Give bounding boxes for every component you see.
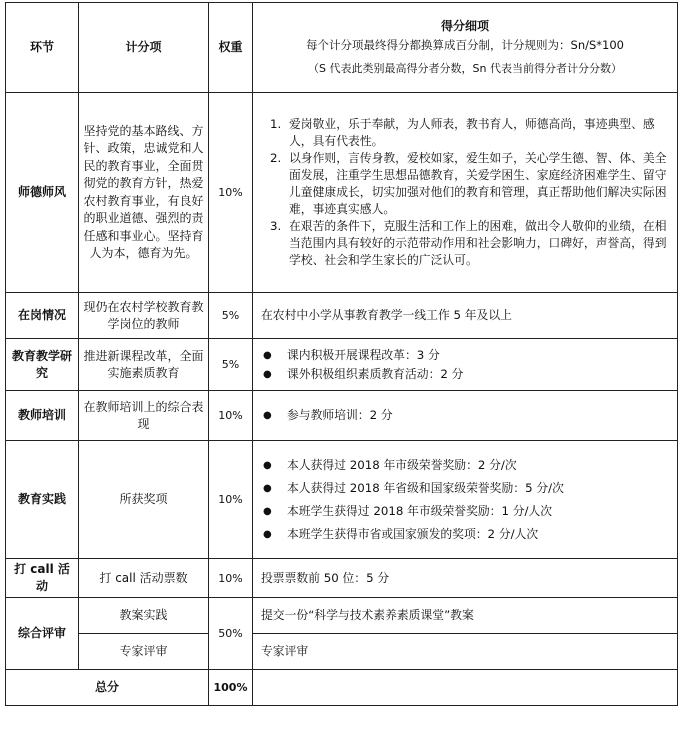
item-review-practice: 教案实践: [79, 598, 209, 634]
section-review: 综合评审: [6, 598, 79, 670]
list-item: ● 课外积极组织素质教育活动：2 分: [279, 366, 673, 383]
header-detail-cell: [253, 3, 678, 93]
header-row: [6, 3, 678, 93]
weight-ethics: 10%: [209, 93, 253, 293]
section-onduty: 在岗情况: [6, 293, 79, 339]
list-item: 3. 在艰苦的条件下，克服生活和工作上的困难，做出令人敬仰的业绩，在相当范围内具有较好的示范带动作用和社会影响力，口碑好，声誉高，得到学校、社会和学生家长的广泛认可。: [285, 218, 673, 269]
list-item: ● 本人获得过 2018 年省级和国家级荣誉奖励：5 分/次: [279, 480, 673, 497]
section-ethics: 师德师风: [6, 93, 79, 293]
weight-training: 10%: [209, 391, 253, 441]
section-research: 教育教学研究: [6, 339, 79, 391]
list-item: ● 本班学生获得市省或国家颁发的奖项：2 分/人次: [279, 526, 673, 543]
total-detail: [253, 670, 678, 706]
item-research: 推进新课程改革，全面实施素质教育: [79, 339, 209, 391]
weight-onduty: 5%: [209, 293, 253, 339]
list-item: ● 本班学生获得过 2018 年市级荣誉奖励：1 分/人次: [279, 503, 673, 520]
total-label: 总分: [6, 670, 209, 706]
header-weight: 权重: [209, 3, 253, 93]
table-row-callvote: [6, 559, 678, 598]
item-practice: 所获奖项: [79, 441, 209, 559]
detail-list: [257, 347, 673, 383]
table-row-onduty: [6, 293, 678, 339]
section-training: 教师培训: [6, 391, 79, 441]
scoring-rule-note: （S 代表此类别最高得分者分数，Sn 代表当前得分者计分分数）: [308, 62, 622, 75]
detail-review-practice: 提交一份“科学与技术素养素质课堂”教案: [253, 598, 678, 634]
table-row-review-practice: [6, 598, 678, 634]
detail-list: [257, 457, 673, 543]
table-row-total: [6, 670, 678, 706]
header-detail-title: 得分细项: [440, 19, 489, 33]
list-item: ● 本人获得过 2018 年市级荣誉奖励：2 分/次: [279, 457, 673, 474]
table-row-training: [6, 391, 678, 441]
section-callvote: 打 call 活动: [6, 559, 79, 598]
item-review-expert: 专家评审: [79, 634, 209, 670]
list-item: 1. 爱岗敬业，乐于奉献，为人师表，教书育人，师德高尚，事迹典型、感人，具有代表性。: [285, 116, 673, 150]
table-row-review-expert: [6, 634, 678, 670]
detail-training: [253, 391, 678, 441]
header-section: 环节: [6, 3, 79, 93]
list-item: ● 参与教师培训：2 分: [279, 407, 673, 424]
total-weight: 100%: [209, 670, 253, 706]
detail-research: [253, 339, 678, 391]
table-row-research: [6, 339, 678, 391]
detail-onduty: 在农村中小学从事教育教学一线工作 5 年及以上: [253, 293, 678, 339]
criteria-list: [257, 116, 673, 269]
weight-practice: 10%: [209, 441, 253, 559]
item-callvote: 打 call 活动票数: [79, 559, 209, 598]
list-item: ● 课内积极开展课程改革：3 分: [279, 347, 673, 364]
header-item: 计分项: [79, 3, 209, 93]
detail-callvote: 投票票数前 50 位：5 分: [253, 559, 678, 598]
weight-callvote: 10%: [209, 559, 253, 598]
scoring-table-container: [5, 2, 677, 706]
scoring-rule: 每个计分项最终得分都换算成百分制，计分规则为：Sn/S*100: [306, 38, 624, 52]
weight-research: 5%: [209, 339, 253, 391]
table-row-ethics: [6, 93, 678, 293]
section-practice: 教育实践: [6, 441, 79, 559]
weight-review: 50%: [209, 598, 253, 670]
criteria-ethics: [253, 93, 678, 293]
item-training: 在教师培训上的综合表现: [79, 391, 209, 441]
item-onduty: 现仍在农村学校教育教学岗位的教师: [79, 293, 209, 339]
list-item: 2. 以身作则，言传身教，爱校如家，爱生如子，关心学生德、智、体、美全面发展，注重学生思想品德教育，关爱学困生、家庭经济困难学生、留守儿童健康成长，切实加强对他们的教育和管理，真正帮助他们解决实际困难，事迹真实感人。: [285, 150, 673, 218]
scoring-table: [5, 2, 678, 706]
detail-review-expert: 专家评审: [253, 634, 678, 670]
detail-list: [257, 407, 673, 424]
detail-practice: [253, 441, 678, 559]
table-row-practice: [6, 441, 678, 559]
item-ethics: 坚持党的基本路线、方针、政策，忠诚党和人民的教育事业，全面贯彻党的教育方针，热爱农村教育事业，有良好的职业道德、强烈的责任感和事业心。坚持育人为本，德育为先。: [79, 93, 209, 293]
